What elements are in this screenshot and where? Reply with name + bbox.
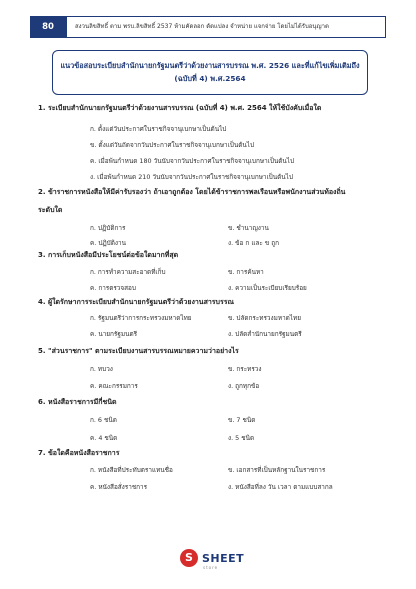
question-2-cont: ระดับใด bbox=[38, 206, 63, 214]
q5-option-d: ง. ถูกทุกข้อ bbox=[228, 382, 260, 390]
q5-option-c: ค. คณะกรรมการ bbox=[90, 382, 138, 390]
q2-option-d: ง. ข้อ ก และ ข ถูก bbox=[228, 239, 279, 247]
q1-option-a: ก. ตั้งแต่วันประกาศในราชกิจจานุเบกษาเป็นต้นไป bbox=[90, 125, 227, 133]
question-2: 2. ข้าราชการหนังสือให้มีค่ารับรองว่า ถ้าเอาถูกต้อง โดยได้ข้าราชการพลเรือนหรือพนักงานส่วนท้องถิ่น bbox=[38, 188, 346, 196]
document-title bbox=[52, 50, 368, 95]
page-number: 80 bbox=[30, 16, 66, 38]
q1-option-b: ข. ตั้งแต่วันถัดจากวันประกาศในราชกิจจานุเบกษาเป็นต้นไป bbox=[90, 141, 255, 149]
q3-option-d: ง. ความเป็นระเบียบเรียบร้อย bbox=[228, 284, 307, 292]
q6-option-d: ง. 5 ชนิด bbox=[228, 434, 255, 442]
logo-subtitle: store bbox=[203, 565, 219, 570]
logo-name: SHEET bbox=[202, 551, 245, 565]
q2-option-a: ก. ปฏิบัติการ bbox=[90, 224, 126, 232]
q1-option-c: ค. เมื่อพ้นกำหนด 180 วันนับจากวันประกาศในราชกิจจานุเบกษาเป็นต้นไป bbox=[90, 157, 295, 165]
q7-option-b: ข. เอกสารที่เป็นหลักฐานในราชการ bbox=[228, 466, 326, 474]
q2-option-b: ข. ชำนาญงาน bbox=[228, 224, 269, 232]
q7-option-c: ค. หนังสือสั่งราชการ bbox=[90, 483, 148, 491]
question-5: 5. "ส่วนราชการ" ตามระเบียบงานสารบรรณหมายความว่าอย่างไร bbox=[38, 347, 239, 355]
q7-option-a: ก. หนังสือที่ประทับตราแทนชื่อ bbox=[90, 466, 173, 474]
q5-option-b: ข. กระทรวง bbox=[228, 365, 262, 373]
q6-option-c: ค. 4 ชนิด bbox=[90, 434, 118, 442]
q4-option-c: ค. นายกรัฐมนตรี bbox=[90, 330, 138, 338]
q7-option-d: ง. หนังสือที่ลง วัน เวลา ตามแบบสากล bbox=[228, 483, 333, 491]
q3-option-b: ข. การค้นหา bbox=[228, 268, 264, 276]
question-6: 6. หนังสือราชการมีกี่ชนิด bbox=[38, 398, 117, 406]
q5-option-a: ก. ทบวง bbox=[90, 365, 113, 373]
question-3: 3. การเก็บหนังสือมีประโยชน์ต่อข้อใดมากที่สุด bbox=[38, 251, 179, 259]
q3-option-a: ก. การทำความสะอาดที่เก็บ bbox=[90, 268, 166, 276]
q4-option-a: ก. รัฐมนตรีว่าการกระทรวงมหาดไทย bbox=[90, 314, 192, 322]
question-1: 1. ระเบียบสำนักนายกรัฐมนตรีว่าด้วยงานสารบรรณ (ฉบับที่ 4) พ.ศ. 2564 ให้ใช้บังคับเมื่อใด bbox=[38, 104, 322, 112]
logo-mark-icon: S bbox=[180, 549, 198, 567]
question-7: 7. ข้อใดคือหนังสือราชการ bbox=[38, 449, 120, 457]
q4-option-b: ข. ปลัดกระทรวงมหาดไทย bbox=[228, 314, 301, 322]
q6-option-a: ก. 6 ชนิด bbox=[90, 416, 117, 424]
title-line-1: แนวข้อสอบระเบียบสำนักนายกรัฐมนตรีว่าด้วยงานสารบรรณ พ.ศ. 2526 และที่แก้ไขเพิ่มเติมถึง bbox=[60, 61, 360, 70]
title-line-2: (ฉบับที่ 4) พ.ศ.2564 bbox=[174, 74, 246, 83]
q2-option-c: ค. ปฏิบัติงาน bbox=[90, 239, 126, 247]
copyright-notice: สงวนลิขสิทธิ์ ตาม พรบ.ลิขสิทธิ์ 2537 ห้ามคัดลอก ดัดแปลง จำหน่าย แจกจ่าย โดยไม่ได้รับอนุญาต bbox=[66, 16, 386, 38]
q4-option-d: ง. ปลัดสำนักนายกรัฐมนตรี bbox=[228, 330, 302, 338]
q1-option-d: ง. เมื่อพ้นกำหนด 210 วันนับจากวันประกาศในราชกิจจานุเบกษาเป็นต้นไป bbox=[90, 173, 293, 181]
question-4: 4. ผู้ใดรักษาการระเบียบสำนักนายกรัฐมนตรีว่าด้วยงานสารบรรณ bbox=[38, 298, 235, 306]
q3-option-c: ค. การตรวจสอบ bbox=[90, 284, 136, 292]
q6-option-b: ข. 7 ชนิด bbox=[228, 416, 256, 424]
